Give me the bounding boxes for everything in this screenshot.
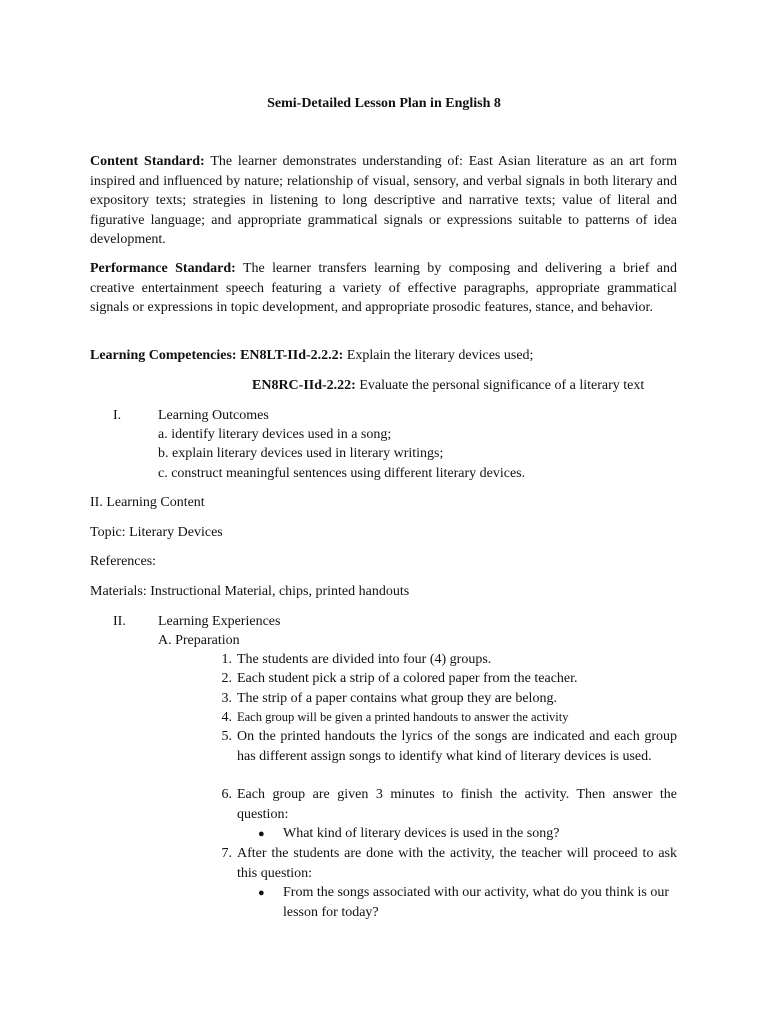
performance-standard-label: Performance Standard: (90, 261, 236, 276)
learning-competency-1 (90, 346, 533, 366)
performance-standard-text: The learner transfers learning by composing and delivering a brief and creative entertainment speech featuring a variety of effective paragraphs, appropriate grammatical signals or expressions in topic development, and appropriate prosodic features, stance, and behavior. (90, 261, 677, 315)
step-number: 2. (221, 671, 232, 686)
step-number: 5. (221, 729, 232, 744)
learning-experiences-heading: Learning Experiences (158, 614, 281, 629)
step-text: On the printed handouts the lyrics of the songs are indicated and each group has different assign songs to identify what kind of literary devices is used. (237, 729, 677, 764)
step-number: 4. (221, 710, 232, 725)
materials-line: Materials: Instructional Material, chips, printed handouts (90, 584, 410, 599)
content-standard-paragraph (90, 152, 677, 250)
section-numeral: I. (113, 408, 122, 423)
bullet-question: What kind of literary devices is used in the song? (283, 826, 560, 841)
step-number: 3. (221, 691, 232, 706)
learning-competencies-label: Learning Competencies: (90, 348, 237, 363)
learning-outcome-item: b. explain literary devices used in literary writings; (158, 446, 444, 461)
learning-outcome-item: a. identify literary devices used in a song; (158, 427, 392, 442)
step-text: Each group are given 3 minutes to finish the activity. Then answer the question: (237, 787, 677, 822)
content-standard-label: Content Standard: (90, 154, 205, 169)
bullet-question: From the songs associated with our activity, what do you think is our lesson for today? (283, 885, 669, 920)
step-text: After the students are done with the activity, the teacher will proceed to ask this question: (237, 846, 677, 881)
bullet-icon: ● (258, 828, 265, 840)
bullet-icon: ● (258, 887, 265, 899)
section-numeral: II. (113, 614, 126, 629)
step-text: The students are divided into four (4) groups. (237, 652, 492, 667)
step-number: 7. (221, 846, 232, 861)
topic-line: Topic: Literary Devices (90, 525, 223, 540)
learning-outcomes-heading: Learning Outcomes (158, 408, 269, 423)
learning-content-heading: II. Learning Content (90, 495, 205, 510)
competency-text: Explain the literary devices used; (346, 348, 534, 363)
step-number: 6. (221, 787, 232, 802)
learning-competency-2 (252, 376, 644, 396)
competency-code: EN8LT-IId-2.2.2: (240, 348, 344, 363)
performance-standard-paragraph (90, 259, 677, 318)
step-text: The strip of a paper contains what group they are belong. (237, 691, 557, 706)
step-number: 1. (221, 652, 232, 667)
step-text: Each group will be given a printed handouts to answer the activity (237, 710, 569, 724)
competency-text: Evaluate the personal significance of a literary text (359, 378, 645, 393)
preparation-subheading: A. Preparation (158, 633, 240, 648)
learning-outcome-item: c. construct meaningful sentences using different literary devices. (158, 466, 526, 481)
competency-code: EN8RC-IId-2.22: (252, 378, 356, 393)
step-text: Each student pick a strip of a colored paper from the teacher. (237, 671, 578, 686)
content-standard-text: The learner demonstrates understanding of: East Asian literature as an art form inspired and influenced by nature; relationship of visual, sensory, and verbal signals in both literary and expository texts; strategies in listening to long descriptive and narrative texts; value of literal and figurative language; and appropriate grammatical signals or expressions suitable to patterns of idea development. (90, 154, 678, 247)
references-line: References: (90, 554, 157, 569)
page-title: Semi-Detailed Lesson Plan in English 8 (267, 96, 501, 111)
